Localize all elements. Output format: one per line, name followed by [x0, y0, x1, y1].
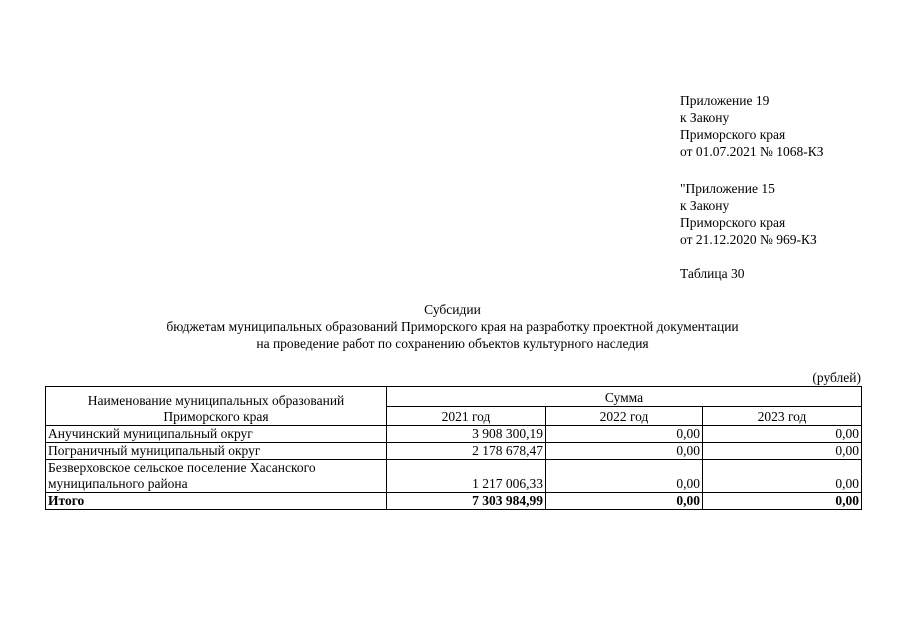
title-line: на проведение работ по сохранению объектов культурного наследия — [256, 336, 649, 351]
column-header-year: 2023 год — [703, 407, 862, 426]
appendix-line: Приморского края — [680, 127, 786, 142]
amount-2023: 0,00 — [703, 426, 862, 443]
amount-2021: 3 908 300,19 — [387, 426, 546, 443]
appendix-current — [680, 92, 824, 160]
appendix-previous — [680, 180, 817, 248]
column-header-sum: Сумма — [387, 387, 862, 407]
table-number: Таблица 30 — [680, 266, 745, 281]
title-line: Субсидии — [424, 302, 481, 317]
document-title — [0, 301, 905, 352]
total-label: Итого — [46, 493, 387, 510]
units-label: (рублей) — [812, 370, 861, 385]
column-header-name — [46, 387, 387, 426]
municipality-name: Пограничный муниципальный округ — [46, 443, 387, 460]
table-row — [46, 460, 862, 493]
column-header-year: 2022 год — [546, 407, 703, 426]
municipality-name — [46, 460, 387, 493]
appendix-line: к Закону — [680, 198, 730, 213]
total-row — [46, 493, 862, 510]
appendix-line: от 01.07.2021 № 1068-КЗ — [680, 144, 824, 159]
table-row — [46, 443, 862, 460]
name-line: муниципального района — [48, 476, 188, 491]
amount-2022: 0,00 — [546, 426, 703, 443]
total-2023: 0,00 — [703, 493, 862, 510]
appendix-line: Приморского края — [680, 215, 786, 230]
header-row — [46, 387, 862, 407]
appendix-line: от 21.12.2020 № 969-КЗ — [680, 232, 817, 247]
amount-2021: 1 217 006,33 — [387, 460, 546, 493]
total-2021: 7 303 984,99 — [387, 493, 546, 510]
appendix-line: к Закону — [680, 110, 730, 125]
subsidies-table — [45, 386, 862, 510]
amount-2023: 0,00 — [703, 443, 862, 460]
title-line: бюджетам муниципальных образований Приморского края на разработку проектной документации — [166, 319, 739, 334]
municipality-name: Анучинский муниципальный округ — [46, 426, 387, 443]
header-text: Наименование муниципальных образований — [87, 393, 345, 408]
amount-2021: 2 178 678,47 — [387, 443, 546, 460]
column-header-year: 2021 год — [387, 407, 546, 426]
appendix-line: "Приложение 15 — [680, 181, 775, 196]
amount-2023: 0,00 — [703, 460, 862, 493]
amount-2022: 0,00 — [546, 460, 703, 493]
name-line: Безверховское сельское поселение Хасанского — [48, 460, 316, 475]
header-text: Приморского края — [163, 409, 269, 424]
table-row — [46, 426, 862, 443]
amount-2022: 0,00 — [546, 443, 703, 460]
appendix-line: Приложение 19 — [680, 93, 770, 108]
total-2022: 0,00 — [546, 493, 703, 510]
